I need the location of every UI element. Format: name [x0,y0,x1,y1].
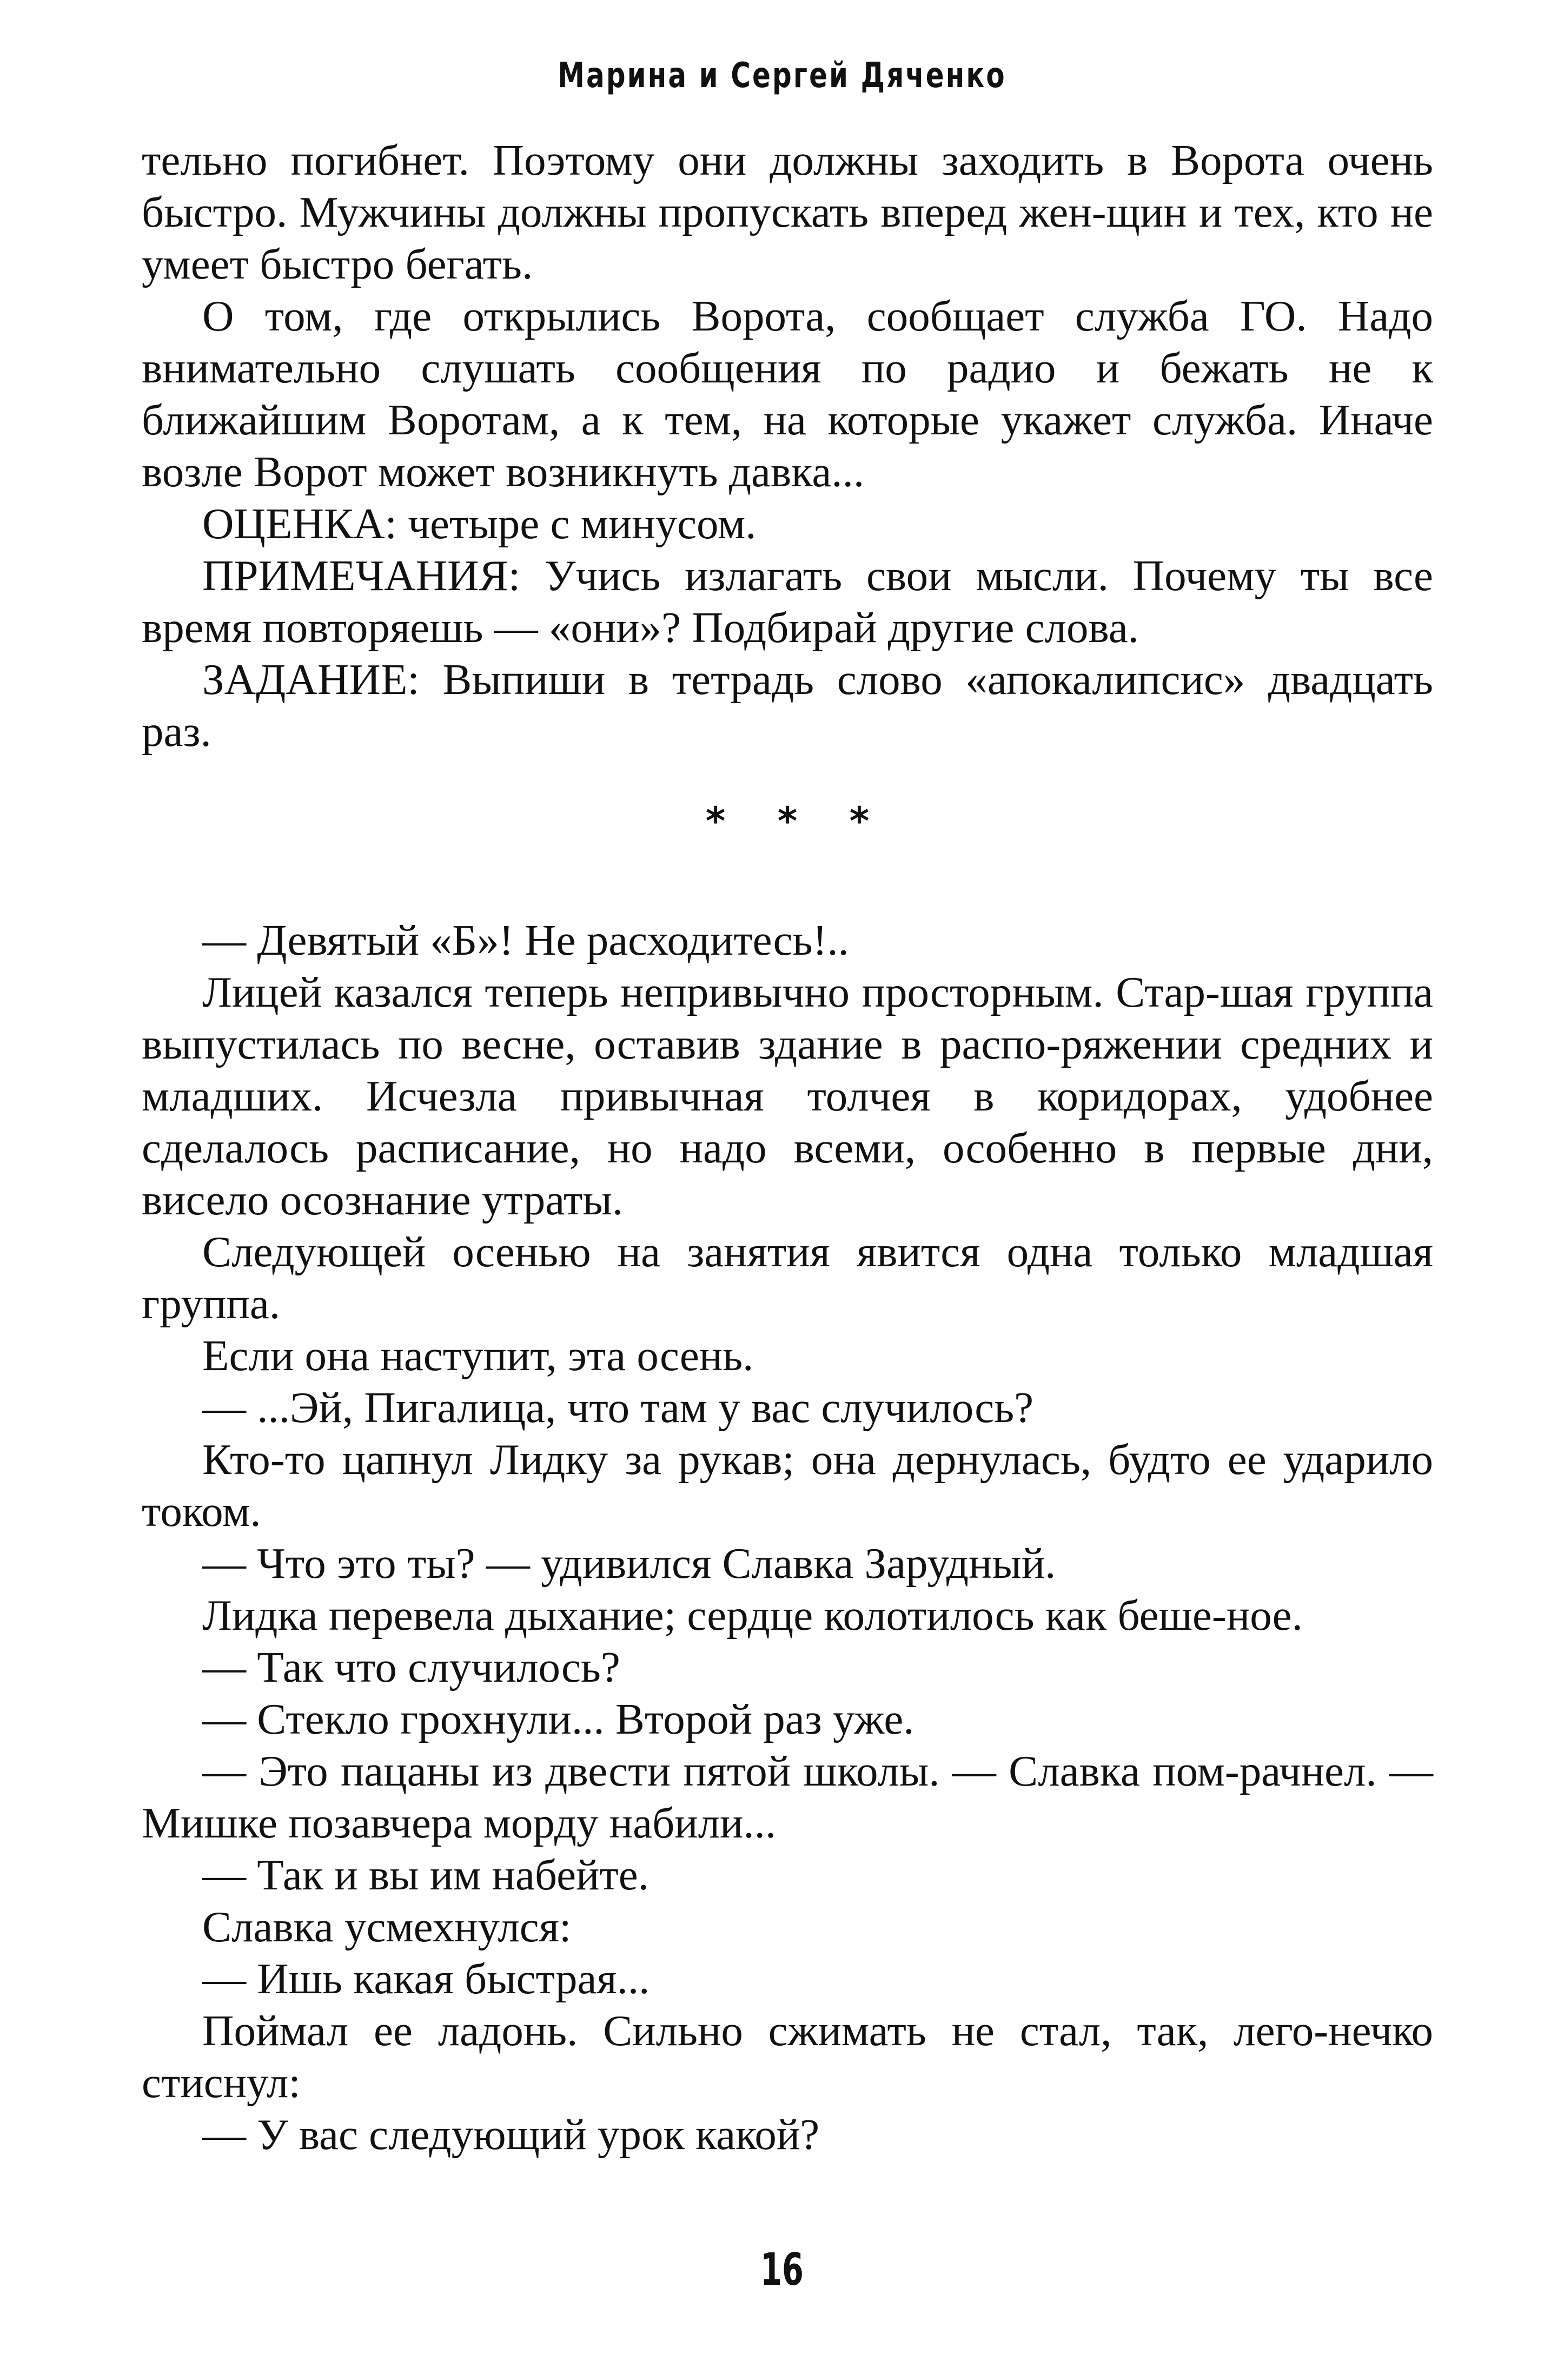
page-number: 16 [760,2244,804,2296]
running-head: Марина и Сергей Дяченко [558,56,1006,96]
paragraph: О том, где открылись Ворота, сообщает служба ГО. Надо внимательно слушать сообщения по радио и бежать не к ближайшим Воротам, а к тем, на которые укажет служба. Иначе возле Ворот может возникнуть давка... [142,292,1433,496]
paragraph: тельно погибнет. Поэтому они должны заходить в Ворота очень быстро. Мужчины должны пропускать вперед жен-щин и тех, кто не умеет быстро бегать. [142,136,1433,288]
section-separator: * * * [705,799,889,843]
paragraph: Славка усмехнулся: [202,1902,572,1951]
paragraph: Лидка перевела дыхание; сердце колотилось как беше-ное. [202,1591,1303,1639]
paragraph: Следующей осенью на занятия явится одна только младшая группа. [142,1227,1433,1328]
paragraph: — Ишь какая быстрая... [202,1954,650,2003]
body-text [142,134,1433,2160]
paragraph: — У вас следующий урок какой? [202,2110,820,2159]
paragraph: ЗАДАНИЕ: Выпиши в тетрадь слово «апокалипсис» двадцать раз. [142,655,1433,756]
paragraph: Лицей казался теперь непривычно просторным. Стар-шая группа выпустилась по весне, оставив здание в распо-ряжении средних и младших. Исчезла привычная толчея в коридорах, удобнее сделалось расписание, но надо всеми, особенно в первые дни, висело осознание утраты. [142,968,1433,1224]
paragraph: — Это пацаны из двести пятой школы. — Славка пом-рачнел. — Мишке позавчера морду набили... [142,1747,1433,1847]
paragraph: — ...Эй, Пигалица, что там у вас случилось? [202,1383,1034,1432]
paragraph: ОЦЕНКА: четыре с минусом. [202,499,757,548]
paragraph: Если она наступит, эта осень. [202,1331,754,1380]
paragraph: — Так что случилось? [202,1643,620,1691]
paragraph: — Девятый «Б»! Не расходитесь!.. [202,916,849,964]
paragraph: — Так и вы им набейте. [202,1850,649,1899]
paragraph: Поймал ее ладонь. Сильно сжимать не стал, так, лего-нечко стиснул: [142,2006,1433,2107]
paragraph: ПРИМЕЧАНИЯ: Учись излагать свои мысли. Почему ты все время повторяешь — «они»? Подбирай другие слова. [142,551,1433,652]
paragraph: Кто-то цапнул Лидку за рукав; она дернулась, будто ее ударило током. [142,1435,1433,1536]
paragraph: — Стекло грохнули... Второй раз уже. [202,1695,914,1743]
paragraph: — Что это ты? — удивился Славка Зарудный. [202,1539,1056,1588]
